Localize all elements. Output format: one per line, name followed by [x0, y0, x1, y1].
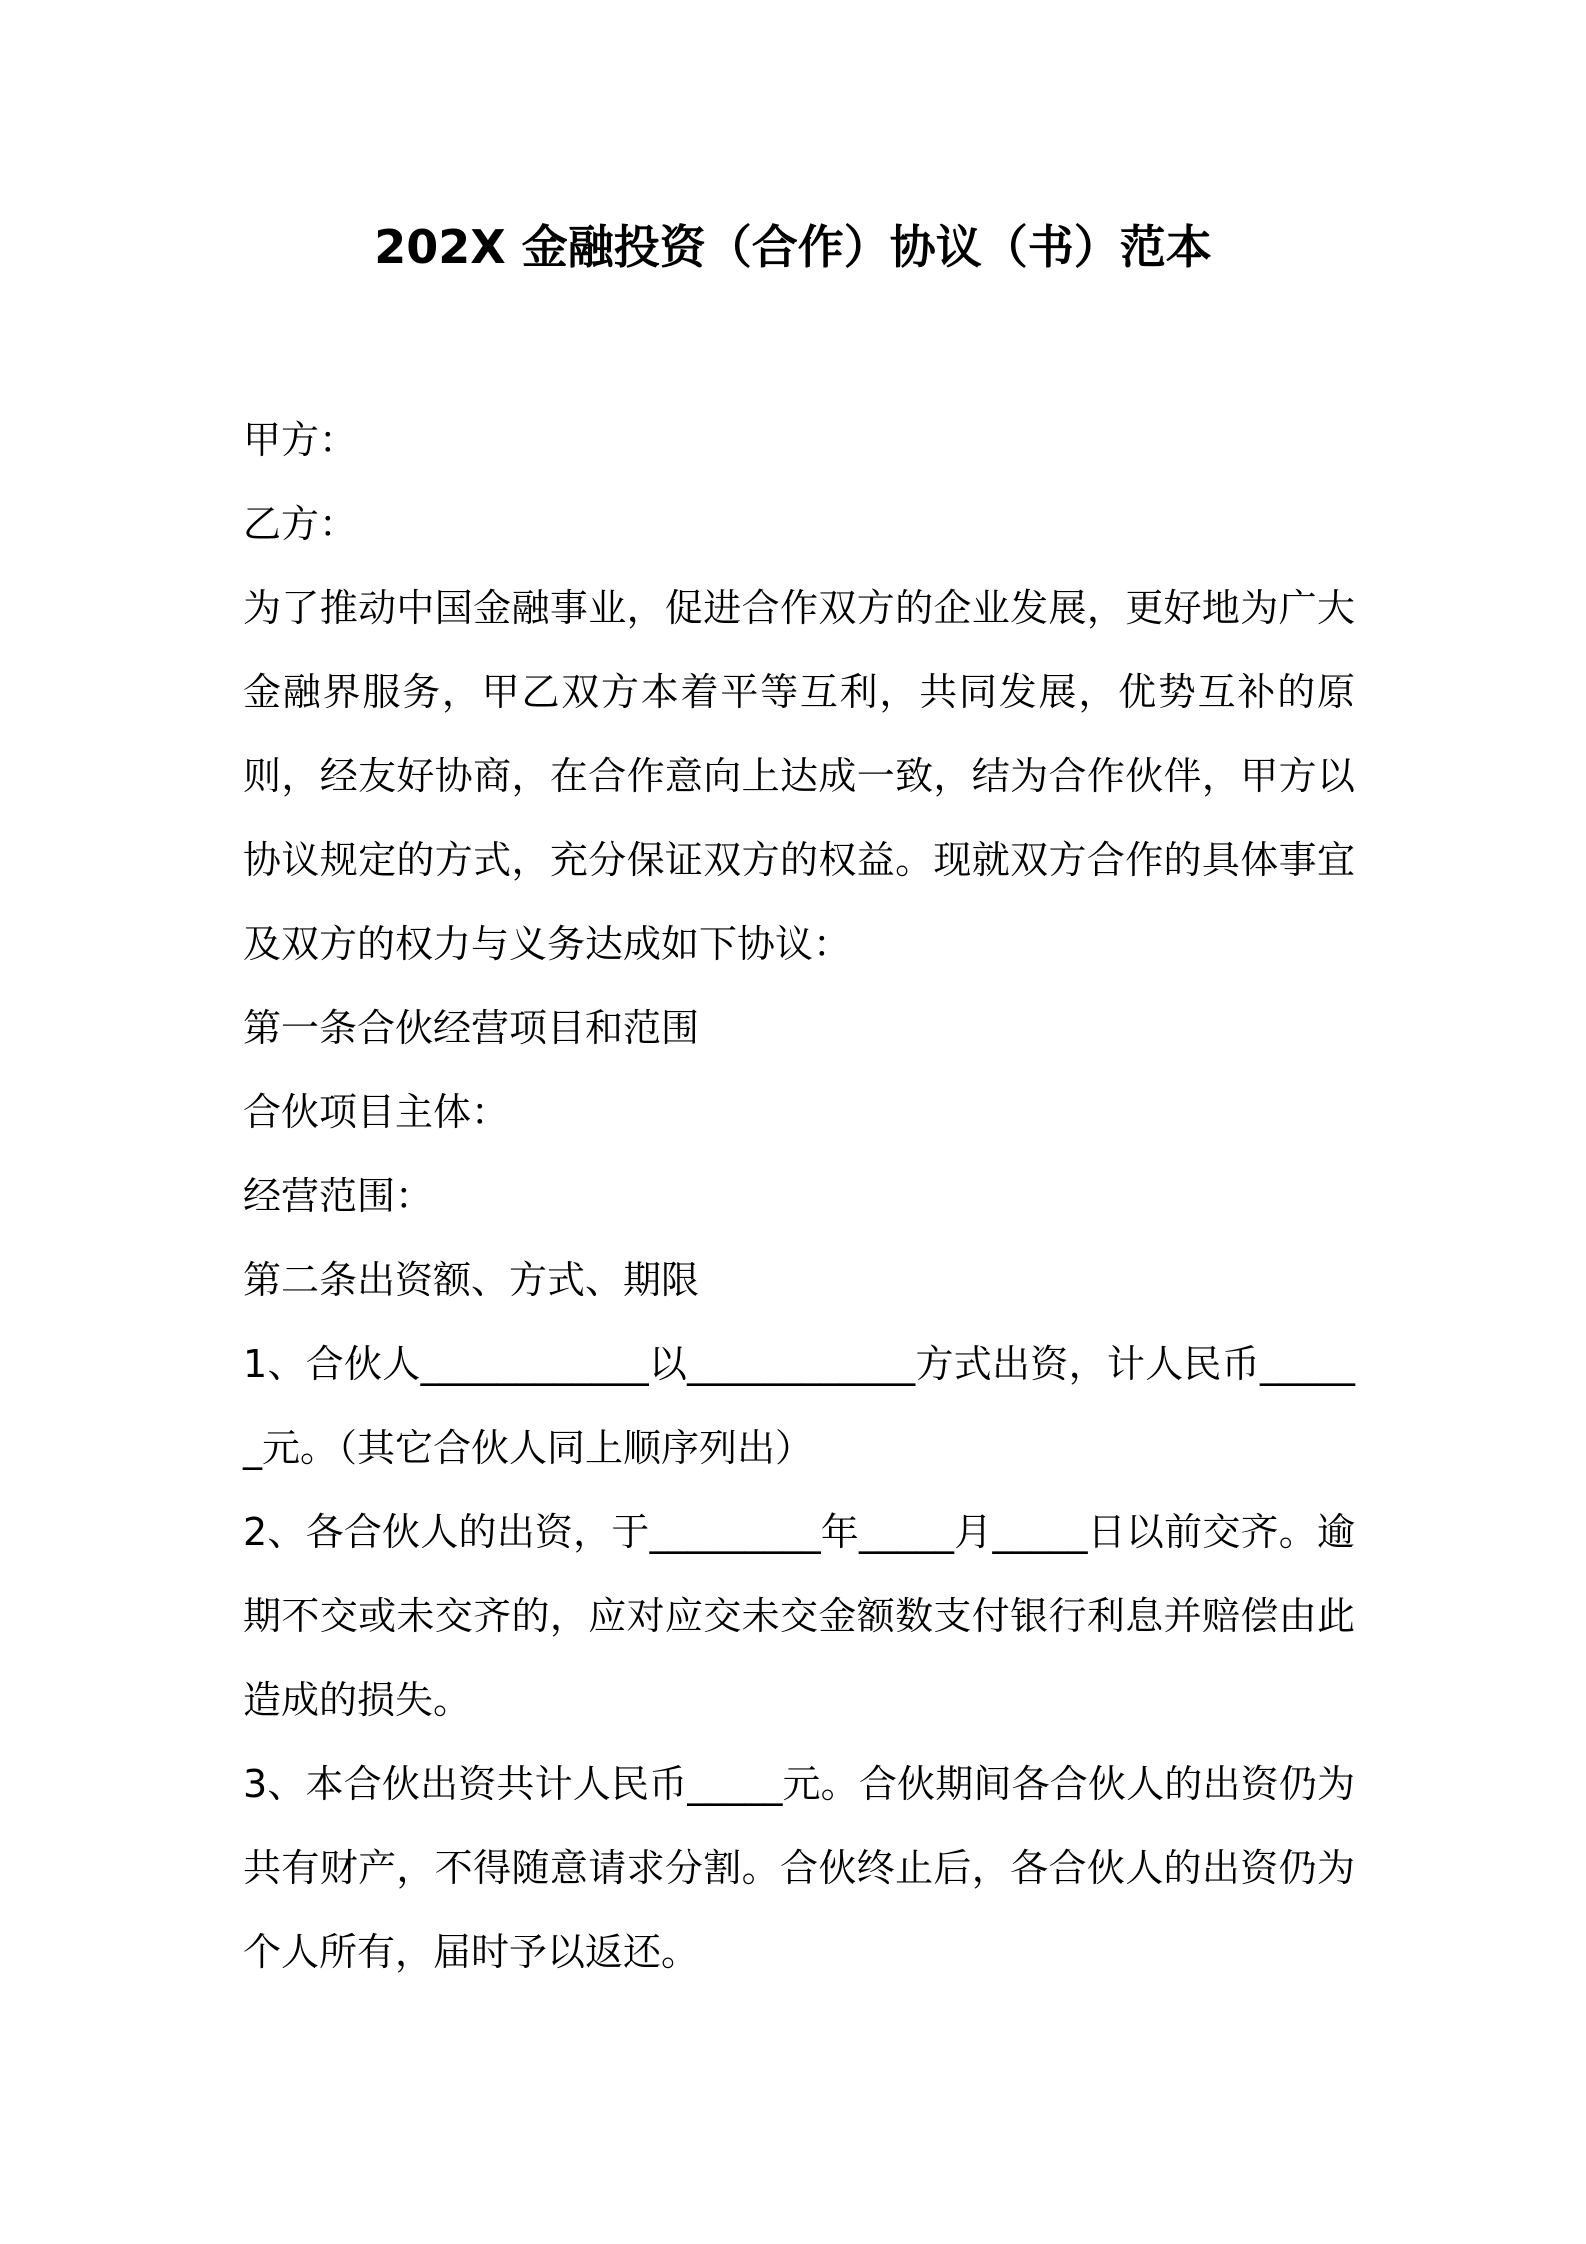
- preamble-paragraph: 为了推动中国金融事业，促进合作双方的企业发展，更好地为广大金融界服务，甲乙双方本着平等互利，共同发展，优势互补的原则，经友好协商，在合作意向上达成一致，结为合作伙伴，甲方以协议规定的方式，充分保证双方的权益。现就双方合作的具体事宜及双方的权力与义务达成如下协议：: [243, 586, 1355, 966]
- party-a-line: 甲方：: [243, 418, 358, 462]
- clause-2-3: 3、本合伙出资共计人民币_____元。合伙期间各合伙人的出资仍为共有财产，不得随意请求分割。合伙终止后，各合伙人的出资仍为个人所有，届时予以返还。: [243, 1762, 1355, 1974]
- party-b-line: 乙方：: [243, 502, 358, 546]
- article-1-heading: 第一条合伙经营项目和范围: [243, 1006, 700, 1050]
- business-scope-line: 经营范围：: [243, 1174, 434, 1218]
- clause-2-1: 1、合伙人____________以____________方式出资，计人民币______元。（其它合伙人同上顺序列出）: [243, 1342, 1355, 1470]
- article-2-heading: 第二条出资额、方式、期限: [243, 1258, 700, 1302]
- document-body: [243, 398, 1355, 1994]
- document-title: 202X 金融投资（合作）协议（书）范本: [374, 220, 1212, 274]
- project-subject-line: 合伙项目主体：: [243, 1090, 510, 1134]
- clause-2-2: 2、各合伙人的出资，于_________年_____月_____日以前交齐。逾期不交或未交齐的，应对应交未交金额数支付银行利息并赔偿由此造成的损失。: [243, 1510, 1355, 1722]
